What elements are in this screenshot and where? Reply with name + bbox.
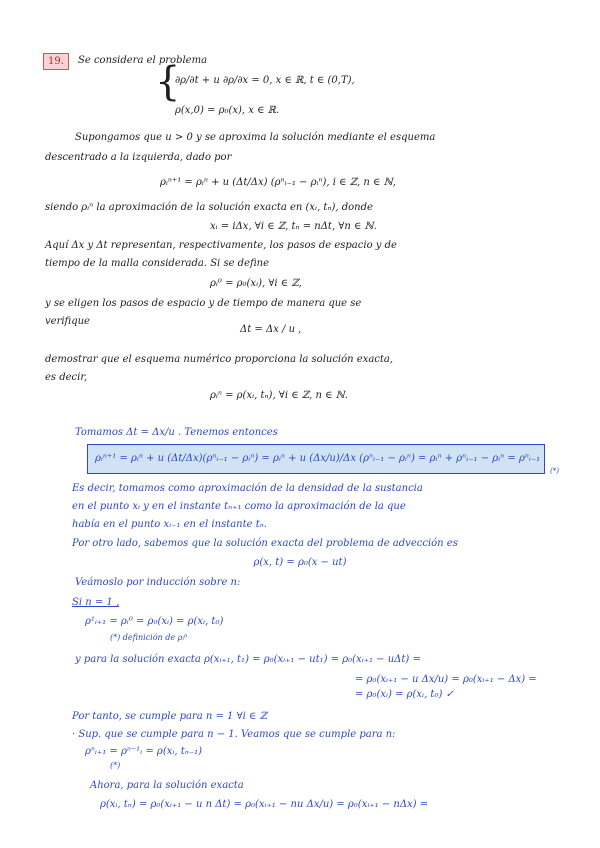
grid-equation: xᵢ = iΔx, ∀i ∈ ℤ, tₙ = nΔt, ∀n ∈ ℕ. [210, 221, 377, 232]
equation-tag: (*) [550, 467, 559, 475]
base-case-notes: (*) definición de ρᵢ⁰ [110, 633, 188, 642]
exact-solution: ρ(x, t) = ρ₀(x − ut) [253, 557, 347, 568]
conclude-line: Por tanto, se cumple para n = 1 ∀i ∈ ℤ [72, 711, 267, 722]
initial-condition: ρ(x,0) = ρ₀(x), x ∈ ℝ. [175, 105, 280, 116]
base-case-label: Si n = 1 , [72, 597, 120, 608]
exact-check-line-1: y para la solución exacta ρ(xᵢ₊₁, t₁) = ρ₀(xᵢ₊₁ − ut₁) = ρ₀(xᵢ₊₁ − uΔt) = [75, 654, 421, 665]
exact-check-line-2: = ρ₀(xᵢ₊₁ − u Δx/u) = ρ₀(xᵢ₊₁ − Δx) = [355, 674, 537, 685]
statement-line-7: verifique [45, 316, 90, 327]
statement-line-3: siendo ρᵢⁿ la aproximación de la solución exacta en (xᵢ, tₙ), donde [45, 202, 373, 213]
problem-number: 19. [43, 53, 69, 70]
final-equation: ρ(xᵢ, tₙ) = ρ₀(xᵢ₊₁ − u n Δt) = ρ₀(xᵢ₊₁ − nu Δx/u) = ρ₀(xᵢ₊₁ − nΔx) = [100, 799, 429, 810]
statement-line-2: descentrado a la izquierda, dado por [45, 152, 232, 163]
hypothesis-equation: ρⁿᵢ₊₁ = ρⁿ⁻¹ᵢ = ρ(xᵢ, tₙ₋₁) [85, 746, 202, 757]
take-dt-line: Tomamos Δt = Δx/u . Tenemos entonces [75, 427, 278, 438]
statement-line-8: demostrar que el esquema numérico proporciona la solución exacta, [45, 354, 394, 365]
scheme-equation: ρᵢⁿ⁺¹ = ρᵢⁿ + u (Δt/Δx) (ρⁿᵢ₋₁ − ρᵢⁿ), i ∈ ℤ, n ∈ ℕ, [160, 177, 396, 188]
statement-line-4: Aquí Δx y Δt representan, respectivamente, los pasos de espacio y de [45, 240, 397, 251]
statement-line-9: es decir, [45, 372, 88, 383]
solution-line-2: en el punto xᵢ y en el instante tₙ₊₁ como la aproximación de la que [72, 501, 406, 512]
base-case-equation: ρ¹ᵢ₊₁ = ρᵢ⁰ = ρ₀(xᵢ) = ρ(xᵢ, t₀) [85, 616, 224, 627]
cfl-equation: Δt = Δx / u , [240, 324, 302, 335]
now-line: Ahora, para la solución exacta [90, 780, 244, 791]
solution-line-3: había en el punto xᵢ₋₁ en el instante tₙ. [72, 519, 267, 530]
statement-line-6: y se eligen los pasos de espacio y de tiempo de manera que se [45, 298, 362, 309]
boxed-equation: ρᵢⁿ⁺¹ = ρᵢⁿ + u (Δt/Δx)(ρⁿᵢ₋₁ − ρᵢⁿ) = ρᵢⁿ + u (Δx/u)/Δx (ρⁿᵢ₋₁ − ρᵢⁿ) = ρᵢⁿ + ρⁿᵢ₋₁ − ρᵢⁿ = ρⁿᵢ₋₁ [95, 453, 541, 464]
hypothesis-note: (*) [110, 761, 121, 770]
system-brace: { [155, 59, 181, 105]
exact-check-line-3: = ρ₀(xᵢ) = ρ(xᵢ, t₀) ✓ [355, 689, 454, 700]
solution-line-4: Por otro lado, sabemos que la solución exacta del problema de advección es [72, 538, 458, 549]
hypothesis-line: · Sup. que se cumple para n − 1. Veamos que se cumple para n: [72, 729, 396, 740]
solution-line-1: Es decir, tomamos como aproximación de la densidad de la sustancia [72, 483, 423, 494]
pde-equation: ∂ρ/∂t + u ∂ρ/∂x = 0, x ∈ ℝ, t ∈ (0,T), [175, 75, 355, 86]
induction-line: Veámoslo por inducción sobre n: [75, 577, 241, 588]
statement-line-1: Supongamos que u > 0 y se aproxima la solución mediante el esquema [75, 132, 436, 143]
problem-intro: Se considera el problema [78, 55, 208, 66]
goal-equation: ρᵢⁿ = ρ(xᵢ, tₙ), ∀i ∈ ℤ, n ∈ ℕ. [210, 390, 348, 401]
statement-line-5: tiempo de la malla considerada. Si se define [45, 258, 270, 269]
initial-data-equation: ρᵢ⁰ = ρ₀(xᵢ), ∀i ∈ ℤ, [210, 278, 302, 289]
